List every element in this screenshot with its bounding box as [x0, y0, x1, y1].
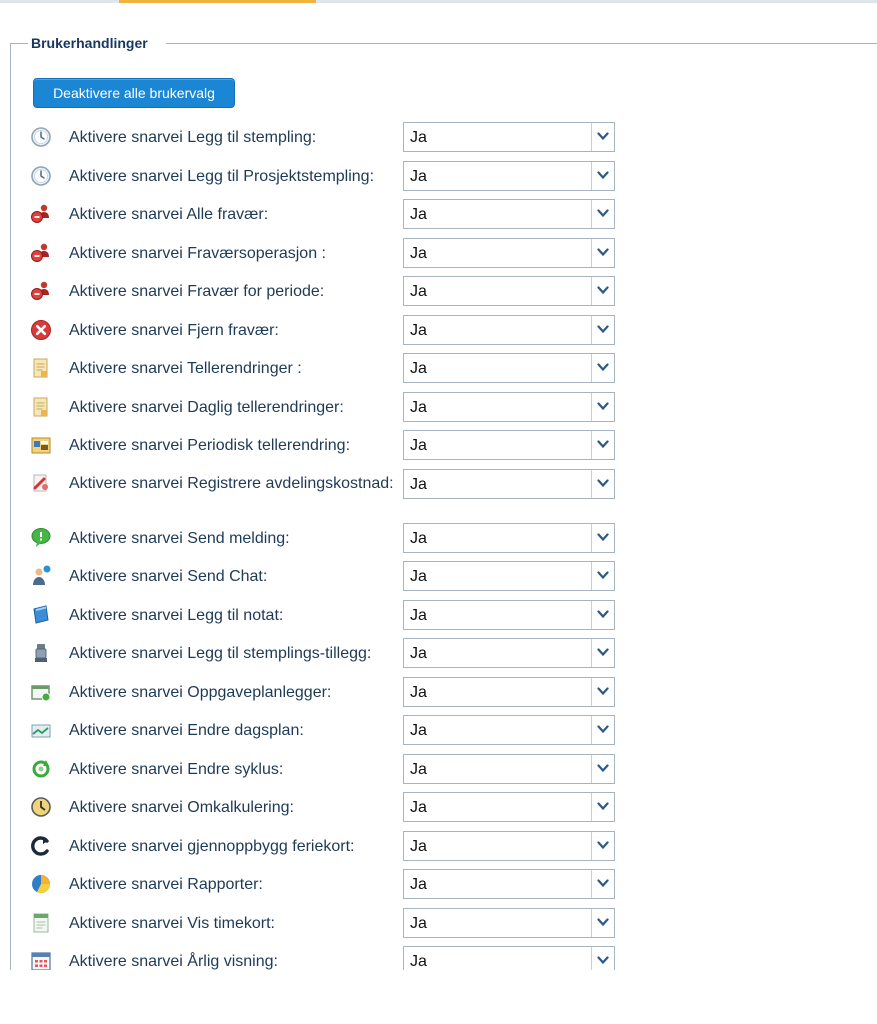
chevron-down-icon[interactable] — [591, 431, 614, 459]
shortcut-row — [0, 908, 877, 940]
shortcut-label: Aktivere snarvei Alle fravær: — [69, 206, 269, 223]
chevron-down-icon[interactable] — [591, 832, 614, 860]
shortcut-label: Aktivere snarvei Fjern fravær: — [69, 322, 279, 339]
shortcut-label: Aktivere snarvei Legg til stemplings-tillegg: — [69, 645, 372, 662]
shortcut-label: Aktivere snarvei gjennoppbygg feriekort: — [69, 838, 355, 855]
shortcut-select[interactable] — [403, 353, 615, 383]
note-icon — [29, 603, 53, 627]
deactivate-all-button[interactable]: Deaktivere alle brukervalg — [33, 78, 235, 108]
shortcut-label: Aktivere snarvei Periodisk tellerendring: — [69, 437, 351, 454]
shortcut-row — [0, 315, 877, 347]
shortcut-select[interactable] — [403, 315, 615, 345]
chevron-down-icon[interactable] — [591, 947, 614, 970]
select-value: Ja — [410, 568, 427, 585]
shortcut-row — [0, 561, 877, 593]
shortcut-select[interactable] — [403, 638, 615, 668]
shortcut-select[interactable] — [403, 754, 615, 784]
counter-sheet-icon — [29, 395, 53, 419]
shortcut-label: Aktivere snarvei Endre syklus: — [69, 761, 284, 778]
clock-icon — [29, 125, 53, 149]
rebuild-arrow-icon — [29, 834, 53, 858]
shortcut-label: Aktivere snarvei Fravær for periode: — [69, 283, 325, 300]
select-value: Ja — [410, 876, 427, 893]
chevron-down-icon[interactable] — [591, 393, 614, 421]
shortcut-select[interactable] — [403, 276, 615, 306]
select-value: Ja — [410, 722, 427, 739]
shortcut-select[interactable] — [403, 238, 615, 268]
task-planner-icon — [29, 680, 53, 704]
cycle-icon — [29, 757, 53, 781]
stamp-supplement-icon — [29, 641, 53, 665]
shortcut-select[interactable] — [403, 946, 615, 970]
shortcut-row — [0, 715, 877, 747]
select-value: Ja — [410, 761, 427, 778]
chat-person-icon — [29, 564, 53, 588]
chevron-down-icon[interactable] — [591, 316, 614, 344]
shortcut-select[interactable] — [403, 600, 615, 630]
shortcut-row — [0, 831, 877, 863]
department-cost-icon — [29, 471, 53, 495]
period-counter-icon — [29, 433, 53, 457]
select-value: Ja — [410, 399, 427, 416]
shortcut-row — [0, 469, 877, 519]
shortcut-label: Aktivere snarvei Oppgaveplanlegger: — [69, 684, 332, 701]
shortcut-label: Aktivere snarvei Legg til notat: — [69, 607, 284, 624]
calendar-icon — [29, 949, 53, 970]
chevron-down-icon[interactable] — [591, 239, 614, 267]
select-value: Ja — [410, 838, 427, 855]
shortcut-select[interactable] — [403, 469, 615, 499]
shortcut-select[interactable] — [403, 869, 615, 899]
select-value: Ja — [410, 245, 427, 262]
shortcut-label: Aktivere snarvei Tellerendringer : — [69, 360, 302, 377]
timecard-icon — [29, 911, 53, 935]
day-plan-icon — [29, 718, 53, 742]
shortcut-row — [0, 122, 877, 154]
shortcut-label: Aktivere snarvei Rapporter: — [69, 876, 263, 893]
shortcut-label: Aktivere snarvei Registrere avdelingskostnad: — [69, 475, 394, 492]
shortcut-select[interactable] — [403, 430, 615, 460]
select-value: Ja — [410, 476, 427, 493]
pie-chart-icon — [29, 872, 53, 896]
select-value: Ja — [410, 360, 427, 377]
shortcut-row — [0, 238, 877, 270]
shortcut-row — [0, 353, 877, 385]
chevron-down-icon[interactable] — [591, 909, 614, 937]
shortcut-select[interactable] — [403, 392, 615, 422]
shortcut-label: Aktivere snarvei Legg til stempling: — [69, 129, 317, 146]
shortcut-select[interactable] — [403, 561, 615, 591]
select-value: Ja — [410, 168, 427, 185]
shortcut-row — [0, 199, 877, 231]
chevron-down-icon[interactable] — [591, 562, 614, 590]
shortcut-row — [0, 523, 877, 555]
chevron-down-icon[interactable] — [591, 277, 614, 305]
shortcut-label: Aktivere snarvei Send melding: — [69, 530, 290, 547]
shortcut-row — [0, 276, 877, 308]
select-value: Ja — [410, 953, 427, 970]
select-value: Ja — [410, 322, 427, 339]
shortcut-row — [0, 946, 877, 970]
shortcut-select[interactable] — [403, 122, 615, 152]
shortcut-row — [0, 638, 877, 670]
select-value: Ja — [410, 283, 427, 300]
shortcut-select[interactable] — [403, 199, 615, 229]
shortcut-label: Aktivere snarvei Fraværsoperasjon : — [69, 245, 326, 262]
shortcut-select[interactable] — [403, 161, 615, 191]
message-bubble-icon — [29, 526, 53, 550]
shortcut-row — [0, 600, 877, 632]
chevron-down-icon[interactable] — [591, 639, 614, 667]
shortcut-select[interactable] — [403, 677, 615, 707]
absence-person-icon — [29, 202, 53, 226]
select-value: Ja — [410, 684, 427, 701]
chevron-down-icon[interactable] — [591, 354, 614, 382]
chevron-down-icon[interactable] — [591, 470, 614, 498]
select-value: Ja — [410, 607, 427, 624]
shortcut-label: Aktivere snarvei Endre dagsplan: — [69, 722, 304, 739]
shortcut-select[interactable] — [403, 831, 615, 861]
chevron-down-icon[interactable] — [591, 793, 614, 821]
chevron-down-icon[interactable] — [591, 524, 614, 552]
counter-sheet-icon — [29, 356, 53, 380]
select-value: Ja — [410, 645, 427, 662]
shortcut-select[interactable] — [403, 715, 615, 745]
chevron-down-icon[interactable] — [591, 200, 614, 228]
shortcut-row — [0, 677, 877, 709]
select-value: Ja — [410, 129, 427, 146]
shortcut-select[interactable] — [403, 908, 615, 938]
select-value: Ja — [410, 915, 427, 932]
select-value: Ja — [410, 437, 427, 454]
chevron-down-icon[interactable] — [591, 755, 614, 783]
remove-circle-icon — [29, 318, 53, 342]
shortcut-row — [0, 430, 877, 462]
chevron-down-icon[interactable] — [591, 601, 614, 629]
chevron-down-icon[interactable] — [591, 678, 614, 706]
absence-person-icon — [29, 241, 53, 265]
shortcut-label: Aktivere snarvei Daglig tellerendringer: — [69, 399, 344, 416]
shortcut-label: Aktivere snarvei Årlig visning: — [69, 953, 278, 970]
section-legend: Brukerhandlinger — [31, 35, 148, 51]
chevron-down-icon[interactable] — [591, 870, 614, 898]
shortcut-select[interactable] — [403, 523, 615, 553]
shortcut-select[interactable] — [403, 792, 615, 822]
shortcut-label: Aktivere snarvei Send Chat: — [69, 568, 268, 585]
chevron-down-icon[interactable] — [591, 716, 614, 744]
absence-person-icon — [29, 279, 53, 303]
shortcut-label: Aktivere snarvei Omkalkulering: — [69, 799, 294, 816]
select-value: Ja — [410, 530, 427, 547]
shortcut-label: Aktivere snarvei Legg til Prosjektstempling: — [69, 168, 375, 185]
shortcut-row — [0, 754, 877, 786]
shortcut-row — [0, 792, 877, 824]
shortcut-row — [0, 161, 877, 193]
shortcut-row — [0, 392, 877, 424]
chevron-down-icon[interactable] — [591, 162, 614, 190]
clock-icon — [29, 164, 53, 188]
shortcut-label: Aktivere snarvei Vis timekort: — [69, 915, 275, 932]
shortcut-row — [0, 869, 877, 901]
select-value: Ja — [410, 799, 427, 816]
recalculate-icon — [29, 795, 53, 819]
chevron-down-icon[interactable] — [591, 123, 614, 151]
select-value: Ja — [410, 206, 427, 223]
